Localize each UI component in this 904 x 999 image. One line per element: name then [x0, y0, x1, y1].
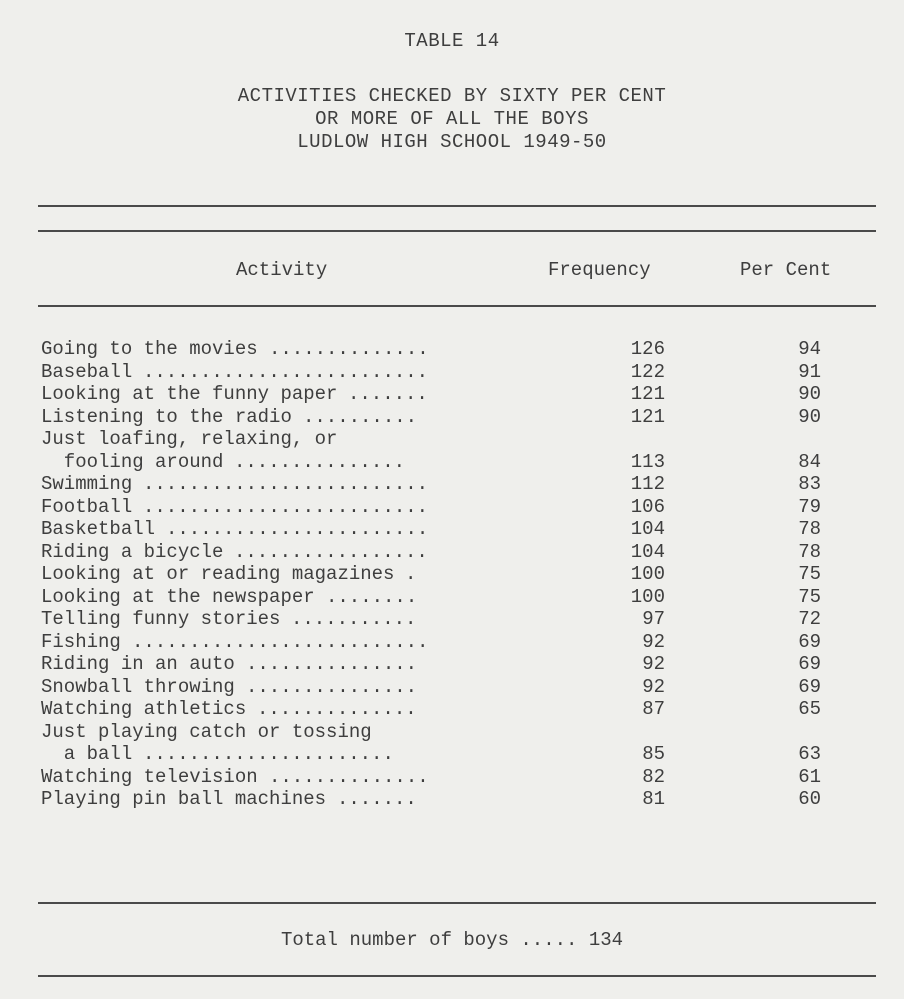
per-cent-cell: 91 — [798, 360, 821, 383]
frequency-cell: 106 — [630, 495, 665, 518]
header-frequency: Frequency — [548, 259, 651, 281]
per-cent-cell: 75 — [798, 563, 821, 585]
total-row — [0, 929, 904, 951]
activity-cell: Just playing catch or tossing — [41, 720, 372, 743]
total-label: Total number of boys — [280, 929, 509, 951]
frequency-cell: 92 — [642, 653, 665, 675]
table-row — [41, 451, 861, 474]
per-cent-cell: 90 — [798, 383, 821, 405]
bottom-rule — [38, 902, 876, 904]
table-row — [41, 631, 861, 654]
table-row — [41, 653, 861, 676]
title-line: LUDLOW HIGH SCHOOL 1949-50 — [297, 131, 607, 153]
table-row — [41, 766, 861, 789]
dot-leader: ......................... — [143, 473, 429, 495]
frequency-cell: 126 — [630, 338, 665, 360]
per-cent-cell: 69 — [798, 630, 821, 653]
frequency-cell: 113 — [630, 450, 665, 473]
table-row — [41, 721, 861, 744]
per-cent-cell: 84 — [798, 450, 821, 473]
activity-cell: Looking at the funny paper — [41, 383, 338, 405]
frequency-cell: 87 — [642, 698, 665, 720]
activity-cell: Telling funny stories — [41, 608, 281, 630]
table-row — [41, 428, 861, 451]
title-line: ACTIVITIES CHECKED BY SIXTY PER CENT — [237, 85, 667, 107]
activity-cell: Riding in an auto — [41, 653, 235, 675]
dot-leader: ......................... — [143, 360, 429, 383]
header-rule — [38, 305, 876, 307]
activity-cell: Basketball — [41, 518, 156, 540]
activity-cell: Watching athletics — [41, 698, 247, 720]
table-row — [41, 518, 861, 541]
frequency-cell: 122 — [630, 360, 665, 383]
total-leader: ..... — [520, 929, 578, 951]
per-cent-cell: 78 — [798, 540, 821, 563]
table-row — [41, 698, 861, 721]
dot-leader: ........... — [291, 608, 417, 630]
activity-cell: Looking at or reading magazines — [41, 563, 395, 585]
header-per-cent: Per Cent — [740, 259, 832, 281]
dot-leader: ................. — [234, 540, 428, 563]
per-cent-cell: 90 — [798, 405, 821, 428]
table-row — [41, 676, 861, 699]
dot-leader: ............... — [234, 450, 406, 473]
activity-cell: Listening to the radio — [41, 405, 292, 428]
activity-cell: Fishing — [41, 630, 121, 653]
table-body — [41, 338, 861, 811]
activity-cell: Watching television — [41, 765, 258, 788]
per-cent-cell: 79 — [798, 495, 821, 518]
table-row — [41, 496, 861, 519]
top-rule-2 — [38, 230, 876, 232]
frequency-cell: 100 — [630, 585, 665, 608]
activity-cell: fooling around — [41, 450, 224, 473]
table-row — [41, 338, 861, 361]
dot-leader: .............. — [269, 338, 429, 360]
frequency-cell: 104 — [630, 540, 665, 563]
activity-cell: Just loafing, relaxing, or — [41, 428, 338, 450]
title-line: OR MORE OF ALL THE BOYS — [315, 108, 589, 130]
activity-cell: Looking at the newspaper — [41, 585, 315, 608]
frequency-cell: 97 — [642, 608, 665, 630]
header-activity: Activity — [236, 259, 328, 281]
dot-leader: ....... — [337, 788, 417, 810]
frequency-cell: 104 — [630, 518, 665, 540]
per-cent-cell: 83 — [798, 473, 821, 495]
table-row — [41, 406, 861, 429]
per-cent-cell: 60 — [798, 788, 821, 810]
activity-cell: Baseball — [41, 360, 133, 383]
activity-cell: Swimming — [41, 473, 133, 495]
per-cent-cell: 69 — [798, 675, 821, 698]
table-row — [41, 608, 861, 631]
frequency-cell: 92 — [642, 630, 665, 653]
dot-leader: ....... — [348, 383, 428, 405]
per-cent-cell: 75 — [798, 585, 821, 608]
table-title — [0, 85, 904, 154]
dot-leader: . — [405, 563, 417, 585]
total-value: 134 — [588, 929, 624, 951]
table-row — [41, 743, 861, 766]
activity-cell: Playing pin ball machines — [41, 788, 327, 810]
table-row — [41, 473, 861, 496]
activity-cell: a ball — [41, 743, 133, 765]
dot-leader: .............. — [269, 765, 429, 788]
dot-leader: ....................... — [166, 518, 429, 540]
final-rule — [38, 975, 876, 977]
top-rule-1 — [38, 205, 876, 207]
per-cent-cell: 94 — [798, 338, 821, 360]
dot-leader: ........ — [326, 585, 418, 608]
dot-leader: ............... — [246, 653, 418, 675]
frequency-cell: 85 — [642, 743, 665, 765]
dot-leader: ............... — [246, 675, 418, 698]
frequency-cell: 92 — [642, 675, 665, 698]
frequency-cell: 82 — [642, 765, 665, 788]
activity-cell: Snowball throwing — [41, 675, 235, 698]
table-row — [41, 541, 861, 564]
table-row — [41, 586, 861, 609]
per-cent-cell: 72 — [798, 608, 821, 630]
per-cent-cell: 78 — [798, 518, 821, 540]
dot-leader: ...................... — [143, 743, 394, 765]
frequency-cell: 100 — [630, 563, 665, 585]
table-row — [41, 788, 861, 811]
table-row — [41, 383, 861, 406]
per-cent-cell: 69 — [798, 653, 821, 675]
dot-leader: ......................... — [143, 495, 429, 518]
activity-cell: Riding a bicycle — [41, 540, 224, 563]
per-cent-cell: 65 — [798, 698, 821, 720]
activity-cell: Football — [41, 495, 133, 518]
table-row — [41, 563, 861, 586]
per-cent-cell: 61 — [798, 765, 821, 788]
table-row — [41, 361, 861, 384]
frequency-cell: 121 — [630, 383, 665, 405]
frequency-cell: 112 — [630, 473, 665, 495]
activity-cell: Going to the movies — [41, 338, 258, 360]
frequency-cell: 121 — [630, 405, 665, 428]
frequency-cell: 81 — [642, 788, 665, 810]
per-cent-cell: 63 — [798, 743, 821, 765]
dot-leader: .......... — [303, 405, 418, 428]
dot-leader: .............. — [257, 698, 417, 720]
table-number: TABLE 14 — [404, 30, 500, 52]
dot-leader: .......................... — [132, 630, 429, 653]
